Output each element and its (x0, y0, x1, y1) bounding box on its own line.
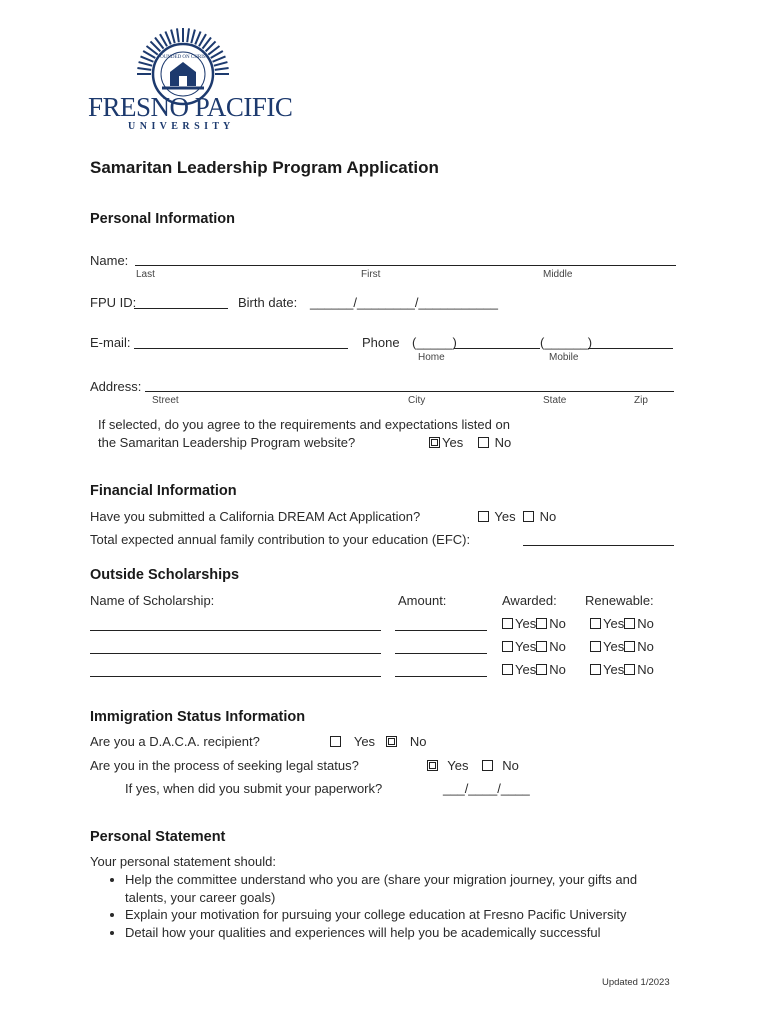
dream-no-label: No (539, 509, 557, 524)
legal-no-label: No (502, 758, 519, 773)
university-logo (88, 28, 293, 134)
awarded-yes-checkbox[interactable] (502, 618, 513, 629)
awarded-options-2 (502, 639, 566, 654)
phone-label: Phone (362, 335, 400, 350)
awarded-yes-label: Yes (515, 662, 537, 677)
personal-heading: Personal Information (90, 211, 236, 227)
legal-no-checkbox[interactable] (482, 760, 493, 771)
agree-question-line1: If selected, do you agree to the requirements and expectations listed on (98, 417, 510, 432)
scholarship-name-field-2[interactable] (90, 653, 381, 654)
renewable-yes-label: Yes (603, 616, 625, 631)
paperwork-date-field[interactable]: ___/____/____ (443, 781, 530, 796)
agree-yes-option[interactable] (429, 435, 463, 450)
agree-yes-label: Yes (442, 435, 464, 450)
renewable-no-label: No (637, 616, 654, 631)
sun-ray (215, 68, 229, 70)
address-sub-street: Street (152, 395, 179, 406)
phone-home-paren: (_____) (412, 335, 457, 350)
statement-bullet-list (107, 871, 677, 941)
name-label: Name: (90, 253, 129, 268)
sun-ray (191, 30, 195, 44)
awarded-yes-checkbox[interactable] (502, 641, 513, 652)
col-amount: Amount: (398, 593, 447, 608)
efc-question: Total expected annual family contribution to your education (EFC): (90, 532, 471, 547)
daca-no-label: No (409, 734, 427, 749)
scholarship-amount-field-3[interactable] (395, 676, 487, 677)
address-sub-city: City (408, 395, 426, 406)
sun-ray (187, 28, 189, 42)
sun-ray (139, 62, 153, 66)
paperwork-question: If yes, when did you submit your paperwork? (125, 781, 383, 796)
seal-ring-text: FOUNDED ON CHRIST (157, 55, 209, 60)
legal-yes-checkbox[interactable] (427, 760, 438, 771)
legal-yes-label: Yes (447, 758, 469, 773)
awarded-no-label: No (549, 639, 566, 654)
daca-no-checkbox[interactable] (386, 736, 397, 747)
col-awarded: Awarded: (502, 593, 557, 608)
birth-date-field[interactable]: ______/________/___________ (310, 295, 498, 310)
agree-no-checkbox[interactable] (478, 437, 489, 448)
renewable-yes-checkbox[interactable] (590, 618, 601, 629)
renewable-yes-checkbox[interactable] (590, 664, 601, 675)
sun-ray (165, 32, 170, 45)
phone-home-field[interactable] (454, 348, 540, 349)
col-scholarship-name: Name of Scholarship: (90, 593, 215, 608)
daca-yes-option[interactable] (330, 734, 375, 749)
awarded-yes-label: Yes (515, 639, 537, 654)
renewable-options-3 (590, 662, 654, 677)
phone-sub-home: Home (418, 352, 445, 363)
awarded-options-1 (502, 616, 566, 631)
renewable-yes-checkbox[interactable] (590, 641, 601, 652)
logo-name: FRESNO PACIFIC (88, 92, 293, 122)
scholarship-amount-field-2[interactable] (395, 653, 487, 654)
statement-heading: Personal Statement (90, 829, 226, 845)
sun-ray (177, 28, 179, 42)
awarded-no-checkbox[interactable] (536, 618, 547, 629)
awarded-options-3 (502, 662, 566, 677)
agree-no-option[interactable] (478, 435, 511, 450)
scholarship-name-field-3[interactable] (90, 676, 381, 677)
agree-yes-checkbox[interactable] (429, 437, 440, 448)
legal-no-option[interactable] (482, 758, 519, 773)
phone-sub-mobile: Mobile (549, 352, 579, 363)
address-sub-zip: Zip (634, 395, 648, 406)
scholarships-heading: Outside Scholarships (90, 567, 240, 583)
dream-yes-checkbox[interactable] (478, 511, 489, 522)
financial-heading: Financial Information (90, 483, 237, 499)
agree-no-label: No (494, 435, 512, 450)
daca-yes-label: Yes (353, 734, 376, 749)
address-field[interactable] (145, 391, 674, 392)
address-sub-state: State (543, 395, 567, 406)
dream-yes-label: Yes (494, 509, 516, 524)
agree-question-line2: the Samaritan Leadership Program website? (98, 435, 356, 450)
col-renewable: Renewable: (585, 593, 654, 608)
dream-no-checkbox[interactable] (523, 511, 534, 522)
sun-ray (214, 62, 228, 66)
awarded-no-checkbox[interactable] (536, 664, 547, 675)
list-item: • Explain your motivation for pursuing your college education at Fresno Pacific University (125, 906, 677, 924)
updated-note: Updated 1/2023 (602, 977, 670, 988)
scholarship-amount-field-1[interactable] (395, 630, 487, 631)
phone-mobile-paren: (______) (540, 335, 593, 350)
sun-ray (171, 30, 175, 44)
daca-no-option[interactable] (386, 734, 426, 749)
renewable-options-2 (590, 639, 654, 654)
awarded-no-label: No (549, 662, 566, 677)
daca-question: Are you a D.A.C.A. recipient? (90, 734, 260, 749)
name-sub-last: Last (136, 269, 155, 280)
sun-ray (213, 56, 226, 61)
list-item: • Help the committee understand who you are (share your migration journey, your gifts and talents, your career goals) (125, 871, 677, 906)
renewable-no-checkbox[interactable] (624, 618, 635, 629)
name-sub-middle: Middle (543, 269, 573, 280)
legal-status-question: Are you in the process of seeking legal status? (90, 758, 359, 773)
legal-yes-option[interactable] (427, 758, 468, 773)
efc-field[interactable] (523, 545, 674, 546)
address-label: Address: (90, 379, 142, 394)
renewable-yes-label: Yes (603, 639, 625, 654)
dream-act-question: Have you submitted a California DREAM Act Application? (90, 509, 421, 524)
email-field[interactable] (134, 348, 348, 349)
renewable-no-label: No (637, 639, 654, 654)
birth-date-label: Birth date: (238, 295, 298, 310)
awarded-yes-label: Yes (515, 616, 537, 631)
fpu-id-field[interactable] (134, 308, 228, 309)
name-sub-first: First (361, 269, 381, 280)
logo-sub: U N I V E R S I T Y (128, 121, 232, 132)
dream-no-option[interactable] (523, 509, 556, 524)
renewable-no-checkbox[interactable] (624, 641, 635, 652)
phone-mobile-field[interactable] (588, 348, 673, 349)
sun-ray (141, 56, 154, 61)
immigration-heading: Immigration Status Information (90, 709, 306, 725)
awarded-yes-checkbox[interactable] (502, 664, 513, 675)
awarded-no-label: No (549, 616, 566, 631)
page-title: Samaritan Leadership Program Application (90, 158, 439, 177)
awarded-no-checkbox[interactable] (536, 641, 547, 652)
renewable-no-checkbox[interactable] (624, 664, 635, 675)
sun-ray (137, 68, 151, 70)
renewable-options-1 (590, 616, 654, 631)
email-label: E-mail: (90, 335, 131, 350)
daca-yes-checkbox[interactable] (330, 736, 341, 747)
renewable-yes-label: Yes (603, 662, 625, 677)
scholarship-name-field-1[interactable] (90, 630, 381, 631)
statement-intro: Your personal statement should: (90, 854, 276, 869)
name-field[interactable] (135, 265, 676, 266)
sun-ray (195, 32, 200, 45)
renewable-no-label: No (637, 662, 654, 677)
fpu-id-label: FPU ID: (90, 295, 137, 310)
dream-yes-option[interactable] (478, 509, 516, 524)
list-item: • Detail how your qualities and experiences will help you be academically successful (125, 924, 677, 942)
